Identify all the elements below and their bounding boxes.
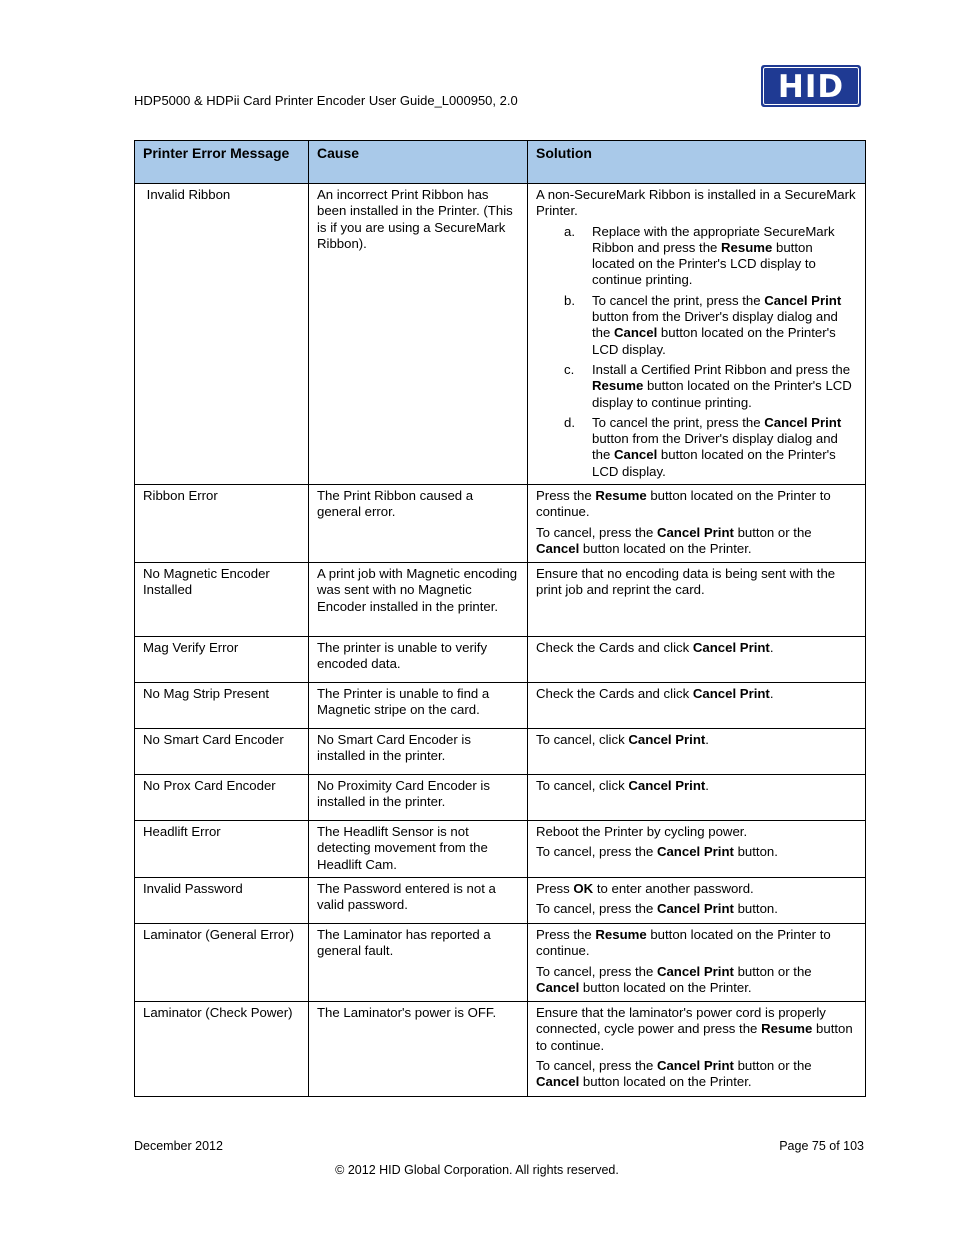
step-text: To cancel the print, press the Cancel Print button from the Driver's display dialog and the Cancel button located on the Printer's LCD display. [592,414,842,479]
solution-paragraph: Check the Cards and click Cancel Print. [536,640,774,655]
solution-steps [536,224,857,480]
error-solution-cell [528,637,866,683]
solution-paragraph: To cancel, press the Cancel Print button. [536,844,778,860]
solution-paragraph: Ensure that no encoding data is being sent with the print job and reprint the card. [536,566,836,598]
footer-copyright: © 2012 HID Global Corporation. All rights reserved. [335,1163,619,1177]
solution-paragraph: Reboot the Printer by cycling power. [536,824,748,839]
table-row [135,637,866,683]
solution-step [536,415,857,480]
table-row [135,683,866,729]
solution-paragraph: A non-SecureMark Ribbon is installed in a SecureMark Printer. [536,187,856,219]
solution-step [536,224,857,289]
table-row [135,184,866,485]
error-solution-cell [528,683,866,729]
table-row [135,775,866,821]
solution-paragraph: To cancel, press the Cancel Print button or the Cancel button located on the Printer. [536,1057,812,1090]
step-marker: d. [564,414,575,430]
error-message-cell: Laminator (Check Power) [135,1002,309,1097]
error-cause-cell: The Password entered is not a valid password. [309,878,528,924]
error-cause-cell: An incorrect Print Ribbon has been installed in the Printer. (This is if you are using a SecureMark Ribbon). [309,184,528,485]
footer-page-number: Page 75 of 103 [779,1139,864,1153]
column-header-message: Printer Error Message [135,141,309,184]
solution-step [536,362,857,411]
document-title: HDP5000 & HDPii Card Printer Encoder User Guide_L000950, 2.0 [134,93,518,108]
error-message-cell: No Mag Strip Present [135,683,309,729]
error-solution-cell [528,729,866,775]
error-message-cell: Invalid Ribbon [135,184,309,485]
table-row [135,878,866,924]
error-solution-cell [528,485,866,563]
solution-paragraph: Press the Resume button located on the Printer to continue. [536,488,831,520]
error-message-cell: Headlift Error [135,821,309,878]
solution-paragraph: To cancel, click Cancel Print. [536,778,709,793]
solution-paragraph: To cancel, click Cancel Print. [536,732,709,747]
error-message-cell: No Prox Card Encoder [135,775,309,821]
step-marker: c. [564,361,575,377]
step-text: Replace with the appropriate SecureMark Ribbon and press the Resume button located on the Printer's LCD display to continue printing. [592,223,835,288]
error-solution-cell [528,184,866,485]
error-cause-cell: The Laminator's power is OFF. [309,1002,528,1097]
table-row [135,729,866,775]
table-header-row [135,141,866,184]
error-solution-cell [528,563,866,637]
error-table [134,140,866,1097]
footer-date: December 2012 [134,1139,223,1153]
error-solution-cell [528,1002,866,1097]
error-cause-cell: No Smart Card Encoder is installed in the printer. [309,729,528,775]
solution-paragraph: Ensure that the laminator's power cord is properly connected, cycle power and press the Resume button to continue. [536,1005,853,1053]
step-marker: b. [564,292,575,308]
solution-paragraph: To cancel, press the Cancel Print button or the Cancel button located on the Printer. [536,963,812,995]
logo-text: HID [777,69,845,105]
table-row [135,821,866,878]
error-solution-cell [528,775,866,821]
error-solution-cell [528,924,866,1002]
hid-logo [761,65,861,107]
solution-paragraph: To cancel, press the Cancel Print button or the Cancel button located on the Printer. [536,524,812,556]
error-message-cell: Mag Verify Error [135,637,309,683]
table-row [135,485,866,563]
column-header-cause: Cause [309,141,528,184]
error-cause-cell: The Laminator has reported a general fault. [309,924,528,1002]
error-message-cell: Invalid Password [135,878,309,924]
error-cause-cell: A print job with Magnetic encoding was sent with no Magnetic Encoder installed in the printer. [309,563,528,637]
solution-paragraph: Press OK to enter another password. [536,881,754,896]
table-row [135,1002,866,1097]
error-message-cell: Laminator (General Error) [135,924,309,1002]
error-solution-cell [528,821,866,878]
step-text: To cancel the print, press the Cancel Print button from the Driver's display dialog and the Cancel button located on the Printer's LCD display. [592,292,842,357]
step-marker: a. [564,223,575,239]
solution-paragraph: To cancel, press the Cancel Print button. [536,901,778,917]
error-solution-cell [528,878,866,924]
error-cause-cell: The Printer is unable to find a Magnetic stripe on the card. [309,683,528,729]
solution-paragraph: Press the Resume button located on the Printer to continue. [536,927,831,959]
error-message-cell: Ribbon Error [135,485,309,563]
error-message-cell: No Smart Card Encoder [135,729,309,775]
error-cause-cell: No Proximity Card Encoder is installed in the printer. [309,775,528,821]
step-text: Install a Certified Print Ribbon and press the Resume button located on the Printer's LCD display to continue printing. [592,361,852,410]
table-row [135,563,866,637]
column-header-solution: Solution [528,141,866,184]
error-cause-cell: The printer is unable to verify encoded data. [309,637,528,683]
error-message-cell: No Magnetic Encoder Installed [135,563,309,637]
error-cause-cell: The Headlift Sensor is not detecting movement from the Headlift Cam. [309,821,528,878]
solution-step [536,293,857,358]
error-cause-cell: The Print Ribbon caused a general error. [309,485,528,563]
solution-paragraph: Check the Cards and click Cancel Print. [536,686,774,701]
table-row [135,924,866,1002]
